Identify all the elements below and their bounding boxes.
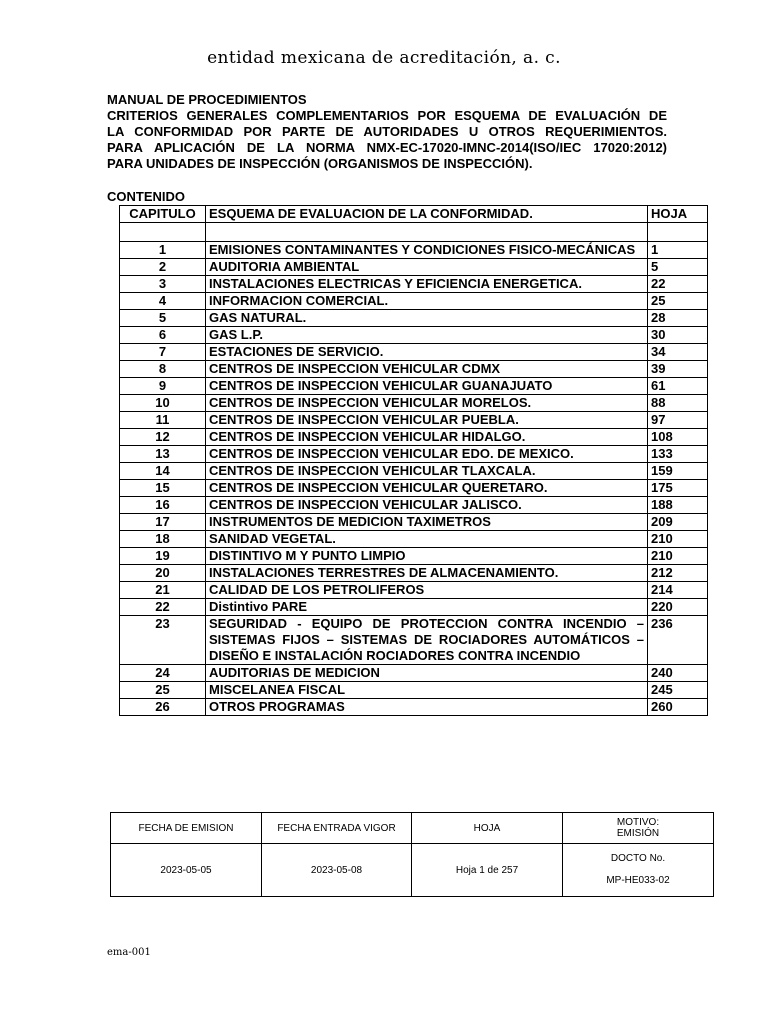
chapter-title: AUDITORIAS DE MEDICION xyxy=(206,665,648,682)
chapter-page: 5 xyxy=(648,259,708,276)
chapter-page: 175 xyxy=(648,480,708,497)
chapter-title: GAS NATURAL. xyxy=(206,310,648,327)
contents-row xyxy=(120,616,708,665)
chapter-page: 133 xyxy=(648,446,708,463)
chapter-number: 23 xyxy=(120,616,206,665)
chapter-title: INSTRUMENTOS DE MEDICION TAXIMETROS xyxy=(206,514,648,531)
chapter-number: 6 xyxy=(120,327,206,344)
reason-value: EMISIÓN xyxy=(616,828,660,839)
contents-row xyxy=(120,378,708,395)
chapter-title: EMISIONES CONTAMINANTES Y CONDICIONES FISICO-MECÁNICAS xyxy=(206,242,648,259)
contents-row xyxy=(120,682,708,699)
chapter-page: 214 xyxy=(648,582,708,599)
contents-row xyxy=(120,599,708,616)
chapter-number: 9 xyxy=(120,378,206,395)
contents-row xyxy=(120,242,708,259)
chapter-title: CENTROS DE INSPECCION VEHICULAR TLAXCALA. xyxy=(206,463,648,480)
chapter-number: 22 xyxy=(120,599,206,616)
sheet-value: Hoja 1 de 257 xyxy=(412,844,563,897)
contents-row xyxy=(120,361,708,378)
chapter-page: 97 xyxy=(648,412,708,429)
doc-number-value: MP-HE033-02 xyxy=(606,875,670,886)
chapter-number: 16 xyxy=(120,497,206,514)
chapter-number: 3 xyxy=(120,276,206,293)
chapter-page: 240 xyxy=(648,665,708,682)
chapter-page: 108 xyxy=(648,429,708,446)
chapter-number: 21 xyxy=(120,582,206,599)
chapter-title: CALIDAD DE LOS PETROLIFEROS xyxy=(206,582,648,599)
contents-row xyxy=(120,531,708,548)
chapter-number: 19 xyxy=(120,548,206,565)
chapter-number: 24 xyxy=(120,665,206,682)
chapter-title: AUDITORIA AMBIENTAL xyxy=(206,259,648,276)
contents-row xyxy=(120,395,708,412)
chapter-number: 12 xyxy=(120,429,206,446)
chapter-page: 245 xyxy=(648,682,708,699)
contents-label: CONTENIDO xyxy=(107,189,185,204)
chapter-page: 159 xyxy=(648,463,708,480)
chapter-title: SANIDAD VEGETAL. xyxy=(206,531,648,548)
contents-row xyxy=(120,582,708,599)
heading-line: PARA UNIDADES DE INSPECCIÓN (ORGANISMOS DE INSPECCIÓN). xyxy=(107,156,533,171)
heading-line: CRITERIOS GENERALES COMPLEMENTARIOS POR ESQUEMA DE EVALUACIÓN DE xyxy=(107,108,667,123)
chapter-title: CENTROS DE INSPECCION VEHICULAR MORELOS. xyxy=(206,395,648,412)
chapter-number: 26 xyxy=(120,699,206,716)
chapter-number: 25 xyxy=(120,682,206,699)
chapter-page: 188 xyxy=(648,497,708,514)
effective-date-value: 2023-05-08 xyxy=(262,844,412,897)
chapter-title: CENTROS DE INSPECCION VEHICULAR EDO. DE MEXICO. xyxy=(206,446,648,463)
chapter-page: 61 xyxy=(648,378,708,395)
contents-row xyxy=(120,514,708,531)
effective-date-label: FECHA ENTRADA VIGOR xyxy=(262,813,412,844)
chapter-title: CENTROS DE INSPECCION VEHICULAR JALISCO. xyxy=(206,497,648,514)
chapter-number: 4 xyxy=(120,293,206,310)
chapter-title: INSTALACIONES ELECTRICAS Y EFICIENCIA ENERGETICA. xyxy=(206,276,648,293)
chapter-title: CENTROS DE INSPECCION VEHICULAR CDMX xyxy=(206,361,648,378)
chapter-title: Distintivo PARE xyxy=(206,599,648,616)
chapter-title: INSTALACIONES TERRESTRES DE ALMACENAMIENTO. xyxy=(206,565,648,582)
chapter-number: 8 xyxy=(120,361,206,378)
chapter-title: DISTINTIVO M Y PUNTO LIMPIO xyxy=(206,548,648,565)
contents-row xyxy=(120,699,708,716)
heading-line: LA CONFORMIDAD POR PARTE DE AUTORIDADES U OTROS REQUERIMIENTOS. xyxy=(107,124,667,139)
chapter-number: 14 xyxy=(120,463,206,480)
chapter-title: MISCELANEA FISCAL xyxy=(206,682,648,699)
contents-row xyxy=(120,565,708,582)
sheet-label: HOJA xyxy=(412,813,563,844)
chapter-page: 34 xyxy=(648,344,708,361)
chapter-number: 20 xyxy=(120,565,206,582)
contents-row xyxy=(120,310,708,327)
contents-row xyxy=(120,259,708,276)
chapter-page: 1 xyxy=(648,242,708,259)
contents-row xyxy=(120,429,708,446)
chapter-title: CENTROS DE INSPECCION VEHICULAR QUERETARO. xyxy=(206,480,648,497)
chapter-page: 212 xyxy=(648,565,708,582)
contents-spacer-row xyxy=(120,223,708,242)
chapter-page: 30 xyxy=(648,327,708,344)
contents-row xyxy=(120,293,708,310)
reason-cell xyxy=(563,813,714,844)
contents-row xyxy=(120,548,708,565)
chapter-page: 88 xyxy=(648,395,708,412)
chapter-page: 260 xyxy=(648,699,708,716)
scheme-header: ESQUEMA DE EVALUACION DE LA CONFORMIDAD. xyxy=(206,206,648,223)
contents-table xyxy=(119,205,708,716)
chapter-title: CENTROS DE INSPECCION VEHICULAR GUANAJUATO xyxy=(206,378,648,395)
issue-date-label: FECHA DE EMISION xyxy=(111,813,262,844)
chapter-title: INFORMACION COMERCIAL. xyxy=(206,293,648,310)
chapter-title: CENTROS DE INSPECCION VEHICULAR HIDALGO. xyxy=(206,429,648,446)
contents-row xyxy=(120,344,708,361)
chapter-number: 11 xyxy=(120,412,206,429)
contents-header-row xyxy=(120,206,708,223)
document-control-table xyxy=(110,812,714,897)
chapter-page: 39 xyxy=(648,361,708,378)
chapter-page: 209 xyxy=(648,514,708,531)
chapter-number: 1 xyxy=(120,242,206,259)
doc-number-cell xyxy=(563,844,714,897)
chapter-header: CAPITULO xyxy=(120,206,206,223)
page-header: HOJA xyxy=(648,206,708,223)
chapter-title: SEGURIDAD - EQUIPO DE PROTECCION CONTRA INCENDIO – SISTEMAS FIJOS – SISTEMAS DE ROCIADORES AUTOMÁTICOS – DISEÑO E INSTALACIÓN ROCIADORES CONTRA INCENDIO xyxy=(206,616,648,665)
chapter-number: 15 xyxy=(120,480,206,497)
chapter-number: 5 xyxy=(120,310,206,327)
chapter-number: 13 xyxy=(120,446,206,463)
chapter-page: 28 xyxy=(648,310,708,327)
chapter-number: 17 xyxy=(120,514,206,531)
chapter-number: 10 xyxy=(120,395,206,412)
contents-row xyxy=(120,446,708,463)
contents-row xyxy=(120,497,708,514)
form-code: ema-001 xyxy=(107,947,151,958)
chapter-number: 18 xyxy=(120,531,206,548)
issue-date-value: 2023-05-05 xyxy=(111,844,262,897)
chapter-page: 220 xyxy=(648,599,708,616)
chapter-title: OTROS PROGRAMAS xyxy=(206,699,648,716)
chapter-title: ESTACIONES DE SERVICIO. xyxy=(206,344,648,361)
contents-row xyxy=(120,665,708,682)
chapter-page: 210 xyxy=(648,548,708,565)
heading-line: PARA APLICACIÓN DE LA NORMA NMX-EC-17020-IMNC-2014(ISO/IEC 17020:2012) xyxy=(107,140,667,155)
chapter-title: CENTROS DE INSPECCION VEHICULAR PUEBLA. xyxy=(206,412,648,429)
contents-row xyxy=(120,276,708,293)
doc-number-label: DOCTO No. xyxy=(610,853,666,864)
contents-row xyxy=(120,463,708,480)
chapter-page: 236 xyxy=(648,616,708,665)
document-heading xyxy=(107,92,667,172)
chapter-page: 25 xyxy=(648,293,708,310)
organization-name: entidad mexicana de acreditación, a. c. xyxy=(207,48,561,68)
reason-label: MOTIVO: xyxy=(616,817,660,828)
contents-row xyxy=(120,327,708,344)
contents-row xyxy=(120,480,708,497)
chapter-number: 2 xyxy=(120,259,206,276)
chapter-page: 210 xyxy=(648,531,708,548)
chapter-number: 7 xyxy=(120,344,206,361)
chapter-page: 22 xyxy=(648,276,708,293)
chapter-title: GAS L.P. xyxy=(206,327,648,344)
contents-row xyxy=(120,412,708,429)
heading-line: MANUAL DE PROCEDIMIENTOS xyxy=(107,92,307,107)
